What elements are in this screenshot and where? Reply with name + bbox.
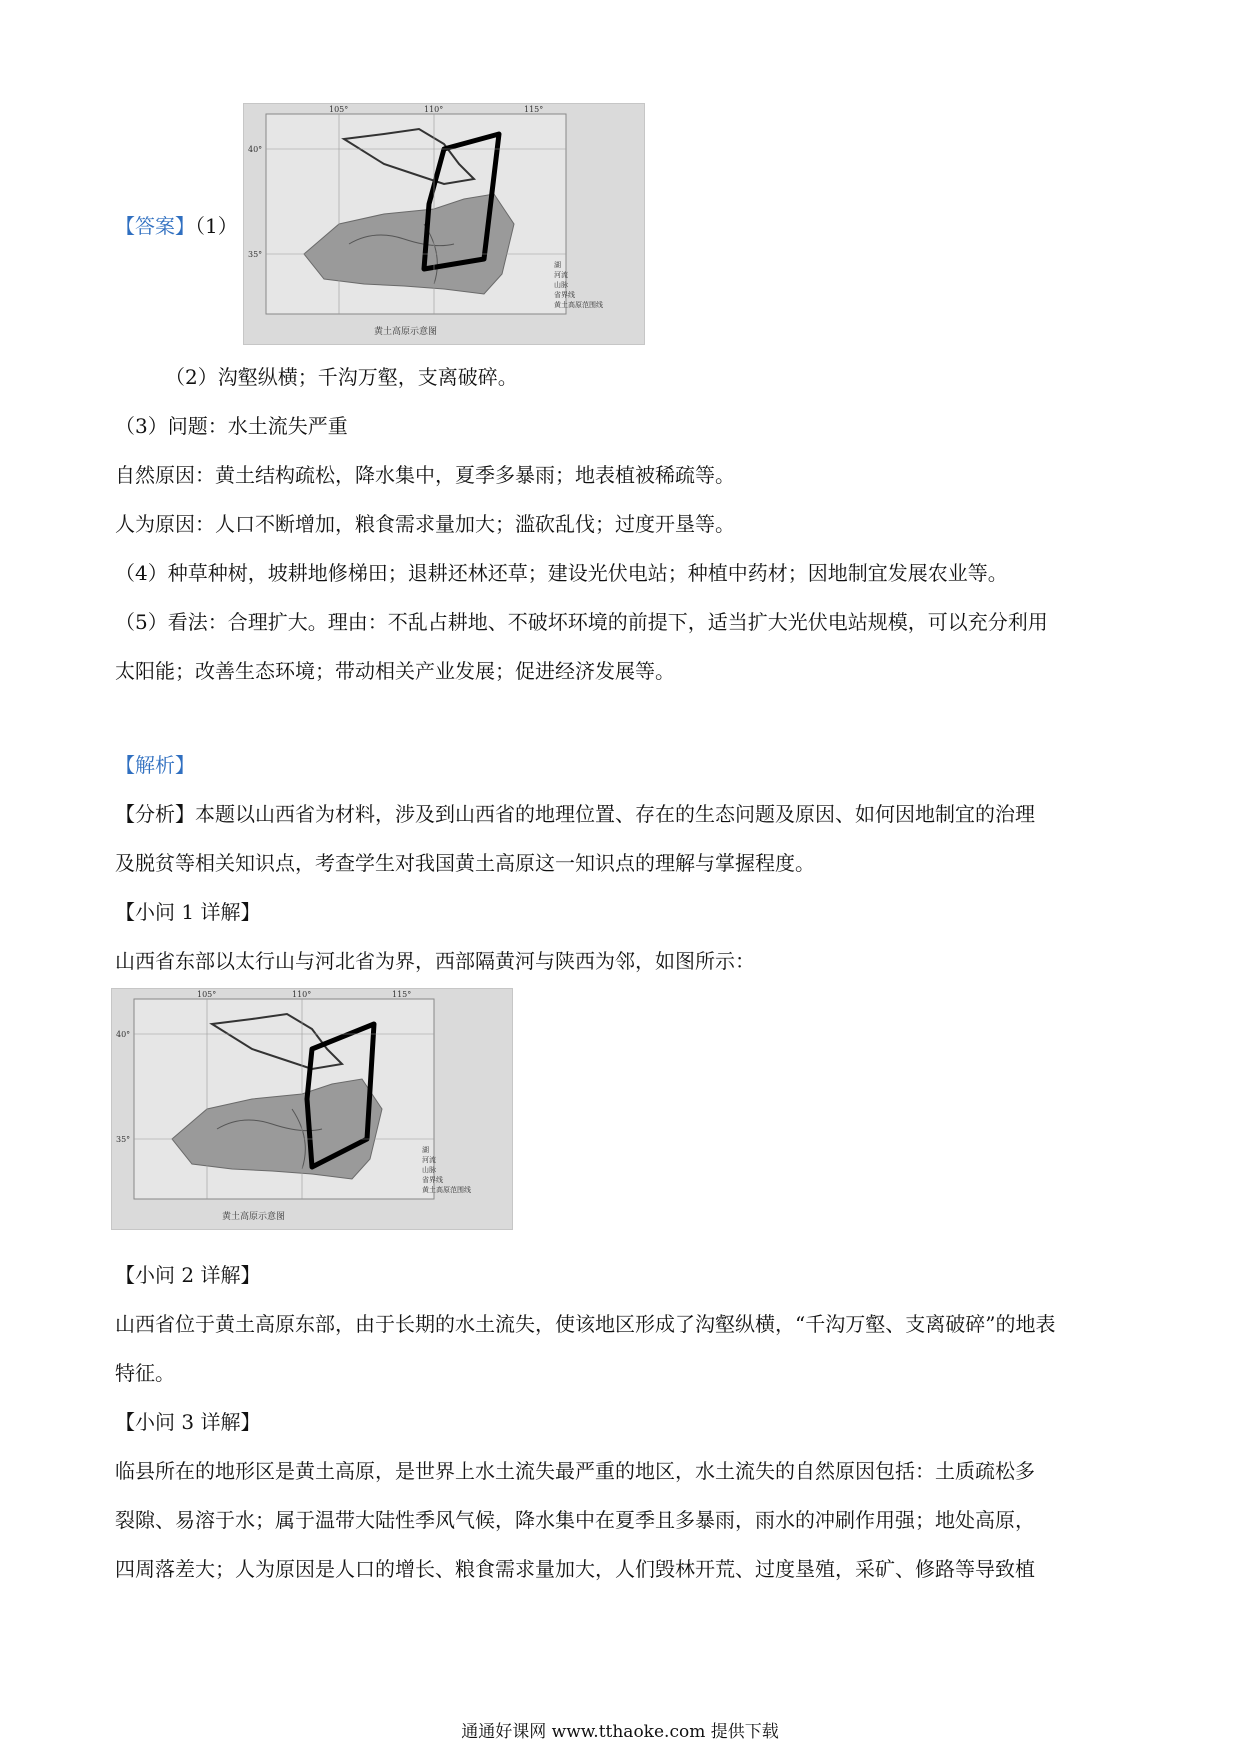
map1-lon-110: 110° — [424, 105, 444, 114]
answer-label: 【答案】 — [115, 214, 195, 238]
sub2-line2: 特征。 — [115, 1361, 175, 1385]
answer-q2: （2）沟壑纵横；千沟万壑，支离破碎。 — [165, 365, 518, 389]
map1-legend-loess-range: 黄土高原范围线 — [554, 301, 603, 309]
map2-lon-110: 110° — [292, 990, 312, 999]
sub3-title: 【小问 3 详解】 — [115, 1410, 261, 1434]
map1-legend-mountain: 山脉 — [554, 281, 568, 289]
map2-lat-40: 40° — [116, 1030, 131, 1039]
map2-legend-river: 河流 — [422, 1156, 436, 1164]
answer-q3-natural: 自然原因：黄土结构疏松，降水集中，夏季多暴雨；地表植被稀疏等。 — [115, 463, 735, 487]
loess-plateau-map-1 — [243, 103, 645, 345]
map-figure-1 — [244, 104, 644, 344]
page-footer: 通通好课网 www.tthaoke.com 提供下载 — [461, 1722, 779, 1742]
answer-q3-human: 人为原因：人口不断增加，粮食需求量加大；滥砍乱伐；过度开垦等。 — [115, 512, 735, 536]
map2-caption: 黄土高原示意图 — [222, 1212, 286, 1222]
map2-lon-115: 115° — [392, 990, 412, 999]
map1-legend-lake: 湖 — [554, 261, 561, 269]
map1-lon-115: 115° — [524, 105, 544, 114]
map1-lat-40: 40° — [248, 145, 263, 154]
sub3-line3: 四周落差大；人为原因是人口的增长、粮食需求量加大，人们毁林开荒、过度垦殖，采矿、修路等导致植 — [115, 1557, 1035, 1581]
map1-legend-river: 河流 — [554, 271, 568, 279]
sub2-title: 【小问 2 详解】 — [115, 1263, 261, 1287]
sub3-line1: 临县所在的地形区是黄土高原，是世界上水土流失最严重的地区，水土流失的自然原因包括：土质疏松多 — [115, 1459, 1035, 1483]
map2-legend-boundary: 省界线 — [422, 1176, 443, 1184]
map1-legend-boundary: 省界线 — [554, 291, 575, 299]
map-figure-2 — [112, 989, 512, 1229]
answer-q1-prefix: （1） — [195, 214, 238, 238]
sub2-line1: 山西省位于黄土高原东部，由于长期的水土流失，使该地区形成了沟壑纵横，“千沟万壑、支离破碎”的地表 — [115, 1312, 1056, 1336]
analysis-intro-line1: 【分析】本题以山西省为材料，涉及到山西省的地理位置、存在的生态问题及原因、如何因地制宜的治理 — [115, 802, 1035, 826]
answer-q3-title: （3）问题：水土流失严重 — [115, 414, 348, 438]
answer-q5-line1: （5）看法：合理扩大。理由：不乱占耕地、不破坏环境的前提下，适当扩大光伏电站规模，可以充分利用 — [115, 610, 1048, 634]
analysis-intro-line2: 及脱贫等相关知识点，考查学生对我国黄土高原这一知识点的理解与掌握程度。 — [115, 851, 815, 875]
answer-q4: （4）种草种树，坡耕地修梯田；退耕还林还草；建设光伏电站；种植中药材；因地制宜发展农业等。 — [115, 561, 1008, 585]
loess-plateau-map-2 — [111, 988, 513, 1230]
map2-legend-lake: 湖 — [422, 1146, 429, 1154]
map1-lat-35: 35° — [248, 250, 263, 259]
map2-legend-loess-range: 黄土高原范围线 — [422, 1186, 471, 1194]
map2-lat-35: 35° — [116, 1135, 131, 1144]
map1-caption: 黄土高原示意图 — [374, 327, 438, 337]
sub1-text: 山西省东部以太行山与河北省为界，西部隔黄河与陕西为邻，如图所示： — [115, 949, 755, 973]
answer-q5-line2: 太阳能；改善生态环境；带动相关产业发展；促进经济发展等。 — [115, 659, 675, 683]
map2-legend-mountain: 山脉 — [422, 1166, 436, 1174]
map1-lon-105: 105° — [329, 105, 349, 114]
map2-lon-105: 105° — [197, 990, 217, 999]
analysis-label: 【解析】 — [115, 753, 195, 777]
sub3-line2: 裂隙、易溶于水；属于温带大陆性季风气候，降水集中在夏季且多暴雨，雨水的冲刷作用强；地处高原， — [115, 1508, 1035, 1532]
sub1-title: 【小问 1 详解】 — [115, 900, 261, 924]
answer-q1-line — [115, 214, 238, 238]
